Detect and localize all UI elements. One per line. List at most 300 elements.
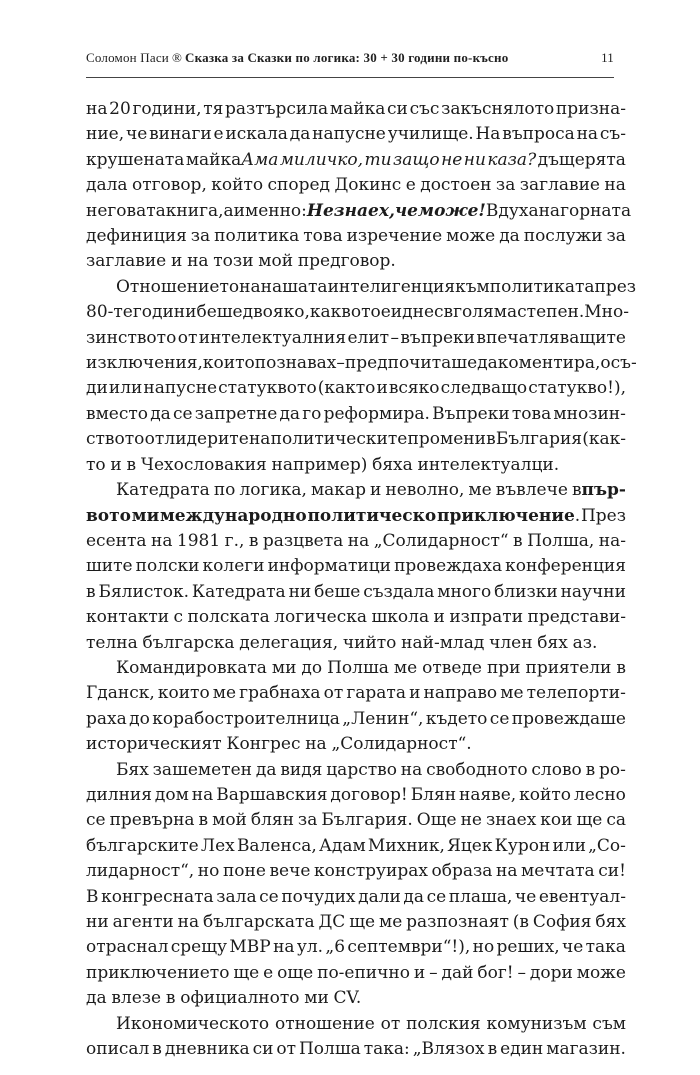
word	[281, 885, 355, 910]
text-line	[86, 986, 626, 1011]
word	[468, 478, 491, 503]
word	[152, 707, 340, 732]
word	[86, 961, 229, 986]
word	[582, 427, 626, 452]
word	[142, 631, 234, 656]
text-run: за	[606, 226, 626, 247]
word	[402, 300, 443, 325]
text-run: да	[86, 988, 107, 1009]
text-run: „Со-	[588, 835, 626, 856]
text-run: до	[129, 708, 150, 729]
text-run: призна-	[555, 99, 626, 119]
text-run: да	[403, 886, 425, 907]
text-run: неговата	[86, 200, 166, 221]
text-run: делегация,	[239, 632, 339, 653]
text-run: отговор,	[131, 175, 207, 196]
text-run: на	[496, 861, 518, 882]
word	[192, 580, 286, 605]
word	[409, 681, 420, 706]
word	[381, 300, 391, 325]
word	[496, 427, 582, 452]
word	[394, 554, 502, 579]
word	[86, 808, 106, 833]
text-run: царство	[326, 759, 397, 780]
word	[408, 427, 486, 452]
word	[453, 300, 517, 325]
word	[229, 935, 270, 960]
text-run: Михник,	[367, 835, 445, 856]
word	[86, 935, 168, 960]
word	[459, 783, 516, 808]
text-run: бог!	[477, 962, 514, 983]
text-run: в	[616, 657, 626, 678]
text-line	[86, 783, 626, 808]
text-run: на	[150, 530, 173, 551]
text-run: дъщерята	[537, 149, 626, 170]
text-run: от	[177, 327, 198, 348]
text-run: това	[303, 226, 343, 247]
word	[330, 783, 407, 808]
text-run: 80-те	[86, 302, 133, 323]
text-run: ще	[349, 912, 376, 932]
text-run: (както	[317, 378, 376, 399]
text-run: дали	[358, 886, 401, 907]
word	[116, 1012, 269, 1037]
text-run: в	[248, 530, 259, 551]
text-line	[86, 300, 629, 325]
text-run: се	[259, 886, 279, 907]
text-run: голяма	[453, 302, 518, 323]
word	[256, 758, 277, 783]
word	[216, 885, 256, 910]
text-run: Докинс	[334, 175, 402, 196]
text-run: дори	[529, 962, 573, 983]
text-run: разпознаят	[406, 912, 509, 932]
text-run: послужи	[523, 226, 603, 247]
text-run: зала	[216, 886, 257, 907]
word	[556, 97, 626, 122]
header-rule	[86, 77, 614, 78]
word	[280, 148, 363, 173]
text-run: плаша,	[448, 886, 513, 907]
word	[224, 199, 234, 224]
word	[195, 402, 277, 427]
word	[145, 427, 165, 452]
word	[327, 656, 389, 681]
text-run: беше	[314, 581, 361, 602]
word	[527, 529, 594, 554]
word	[203, 97, 223, 122]
text-run: чийто	[342, 632, 397, 653]
text-run: и	[376, 378, 388, 399]
word	[363, 580, 434, 605]
word	[109, 376, 142, 401]
word	[477, 351, 498, 376]
word	[225, 529, 245, 554]
text-run: през	[594, 276, 637, 297]
word	[178, 326, 198, 351]
running-head-author: Соломон Паси	[86, 50, 169, 65]
text-run: представи-	[527, 607, 626, 628]
word	[86, 580, 96, 605]
word	[461, 808, 482, 833]
text-run: училище.	[387, 124, 474, 145]
text-run: статуквото	[218, 378, 317, 399]
text-line	[86, 681, 626, 706]
text-run: комунизъм	[486, 1013, 587, 1034]
text-run: на	[177, 912, 200, 932]
text-run: дом	[154, 784, 189, 805]
word	[577, 122, 598, 147]
separator-mark: ®	[171, 50, 183, 65]
word	[387, 97, 408, 122]
word	[166, 986, 176, 1011]
word	[424, 681, 498, 706]
text-run: поне	[222, 861, 266, 882]
word	[413, 1037, 485, 1062]
styled-text: ми	[131, 505, 160, 526]
text-run: промени	[407, 429, 486, 450]
text-line	[86, 351, 637, 376]
text-run: раха	[86, 708, 127, 729]
word	[272, 656, 297, 681]
word	[486, 199, 499, 224]
text-run: в	[443, 302, 454, 323]
word	[346, 681, 406, 706]
word	[539, 199, 560, 224]
word	[441, 97, 554, 122]
text-run: МВР	[229, 937, 271, 958]
text-run: дефиниция	[86, 226, 187, 247]
text-run: така:	[363, 1039, 410, 1060]
text-run: от	[323, 683, 344, 704]
word	[290, 122, 311, 147]
word	[86, 351, 203, 376]
text-run: Блян	[410, 784, 457, 805]
word	[414, 961, 425, 986]
text-run: нашата	[260, 276, 328, 297]
word	[192, 783, 213, 808]
word	[317, 961, 410, 986]
text-run: агенти	[112, 912, 174, 932]
text-run: Катедрата	[191, 581, 286, 602]
word	[249, 427, 270, 452]
text-run: със	[409, 99, 440, 119]
text-line	[86, 97, 626, 122]
text-run: този	[213, 251, 254, 272]
word	[263, 961, 273, 986]
word	[334, 173, 401, 198]
word	[490, 707, 510, 732]
text-line	[86, 504, 626, 529]
word	[442, 961, 474, 986]
word	[136, 554, 200, 579]
text-run: евентуал-	[538, 886, 626, 907]
running-head-title: Сказка за Сказки по логика: 30 + 30 години по-късно	[185, 50, 509, 65]
text-run: напусне	[312, 124, 386, 145]
word	[401, 631, 484, 656]
text-run: кои	[540, 810, 573, 831]
text-run: години	[132, 302, 197, 323]
word	[132, 173, 207, 198]
text-run: София	[532, 912, 592, 932]
word	[364, 1037, 410, 1062]
styled-text: каза?	[487, 149, 537, 170]
text-run: е	[380, 302, 391, 323]
word	[391, 300, 402, 325]
text-run: например)	[271, 454, 368, 475]
word	[586, 758, 596, 783]
word	[279, 402, 300, 427]
word	[326, 758, 397, 783]
word	[426, 707, 488, 732]
word	[255, 351, 337, 376]
word	[334, 199, 395, 224]
text-run: въвлече	[495, 480, 568, 501]
word	[110, 453, 121, 478]
word	[268, 554, 391, 579]
word	[604, 173, 625, 198]
text-run: ди	[86, 378, 108, 399]
text-run: Яцек	[447, 835, 493, 856]
word	[203, 554, 265, 579]
text-run: зинството	[86, 327, 177, 348]
word	[223, 859, 266, 884]
word	[177, 529, 220, 554]
word	[537, 631, 568, 656]
word	[86, 1037, 149, 1062]
word	[437, 504, 580, 529]
text-run: най-млад	[401, 632, 485, 653]
word	[212, 808, 247, 833]
word	[348, 529, 369, 554]
word	[86, 605, 169, 630]
text-run: предпочиташе	[344, 353, 478, 374]
word	[116, 758, 149, 783]
text-run: искала	[225, 124, 288, 145]
word	[444, 300, 454, 325]
styled-text: международно	[159, 505, 307, 526]
text-run: –	[429, 962, 438, 983]
text-run: според	[267, 175, 331, 196]
text-line	[86, 631, 626, 656]
text-run: че	[514, 886, 537, 907]
text-run: Адам	[319, 835, 366, 856]
word	[475, 122, 500, 147]
word	[324, 681, 344, 706]
word	[588, 834, 626, 859]
word	[86, 376, 108, 401]
text-run: за	[190, 226, 211, 247]
text-run: тя	[203, 99, 224, 119]
word	[86, 885, 99, 910]
word	[403, 885, 424, 910]
text-run: научни	[560, 581, 626, 602]
word	[418, 453, 560, 478]
word	[86, 199, 166, 224]
text-run: на	[248, 429, 271, 450]
text-run: Икономическото	[116, 1013, 270, 1034]
word	[599, 758, 626, 783]
text-run: телна	[86, 632, 138, 653]
text-run: образа	[431, 861, 493, 882]
word	[324, 402, 430, 427]
word	[595, 275, 637, 300]
word	[86, 504, 131, 529]
word	[318, 910, 345, 935]
text-line	[86, 554, 626, 579]
text-run: в	[585, 759, 596, 780]
text-run: в	[486, 429, 496, 450]
text-run: реших,	[496, 937, 560, 958]
text-run: срещу	[170, 937, 228, 958]
word	[86, 402, 148, 427]
word	[298, 249, 396, 274]
word	[347, 326, 389, 351]
styled-text: може!	[417, 200, 486, 221]
text-line	[86, 885, 626, 910]
word	[521, 859, 595, 884]
word	[390, 326, 399, 351]
word	[86, 173, 128, 198]
text-run: почудих	[281, 886, 356, 907]
text-run: Курон	[494, 835, 551, 856]
text-run: на	[187, 251, 209, 272]
text-run: ми	[304, 988, 329, 1009]
text-run: бях	[595, 912, 626, 932]
word	[239, 681, 320, 706]
word	[98, 580, 189, 605]
word	[305, 732, 326, 757]
text-run: Валенса,	[236, 835, 317, 856]
word	[539, 885, 626, 910]
text-run: вече	[269, 861, 311, 882]
word	[116, 478, 210, 503]
word	[600, 122, 626, 147]
text-run: свободното	[426, 759, 528, 780]
word	[494, 580, 558, 605]
text-run: си	[252, 1039, 274, 1060]
word	[275, 1012, 375, 1037]
text-run: от	[144, 429, 165, 450]
word	[574, 783, 626, 808]
word	[150, 402, 171, 427]
text-run: да	[255, 759, 277, 780]
word	[126, 453, 136, 478]
word	[243, 300, 310, 325]
word	[226, 732, 300, 757]
word	[214, 478, 236, 503]
text-run: статукво!),	[528, 378, 626, 399]
word	[86, 224, 187, 249]
text-line	[86, 122, 626, 147]
text-line	[86, 1037, 626, 1062]
word	[500, 1037, 543, 1062]
text-run: Отношението	[116, 276, 240, 297]
word	[268, 173, 331, 198]
word	[86, 834, 199, 859]
text-run: макар	[310, 480, 366, 501]
text-run: ро-	[599, 759, 626, 780]
word	[349, 910, 375, 935]
word	[214, 224, 299, 249]
text-run: ще	[576, 810, 603, 831]
text-run: крушената	[86, 149, 185, 170]
word	[486, 808, 536, 833]
word	[600, 351, 636, 376]
text-run: ДС	[318, 912, 346, 932]
text-run: Мно-	[584, 302, 629, 323]
styled-text: вото	[86, 505, 132, 526]
word	[552, 834, 585, 859]
text-run: още	[277, 962, 314, 983]
word	[586, 935, 626, 960]
text-run: за	[495, 175, 516, 196]
text-run: ще	[233, 962, 260, 983]
text-run: е	[405, 175, 416, 196]
text-run: мой	[212, 810, 247, 831]
word	[171, 249, 182, 274]
text-run: достоен	[420, 175, 492, 196]
word	[86, 326, 176, 351]
word	[196, 300, 242, 325]
word	[173, 402, 193, 427]
text-run: на	[239, 276, 261, 297]
word	[312, 122, 386, 147]
text-run: на	[305, 734, 327, 755]
text-run: член	[489, 632, 533, 653]
text-run: телепорти-	[526, 683, 626, 704]
text-run: духа	[498, 200, 539, 221]
text-run: така	[585, 937, 626, 958]
word	[520, 173, 600, 198]
word	[464, 148, 486, 173]
word	[158, 681, 210, 706]
word	[155, 783, 189, 808]
word	[515, 885, 536, 910]
word	[86, 529, 147, 554]
word	[225, 97, 328, 122]
word	[143, 376, 217, 401]
text-run: (как-	[582, 429, 626, 450]
word	[301, 656, 322, 681]
text-run: осъ-	[600, 353, 637, 374]
text-run: ул.	[296, 937, 324, 958]
text-run: по	[213, 480, 236, 501]
word	[497, 935, 560, 960]
text-run: близки	[494, 581, 558, 602]
word	[151, 529, 172, 554]
text-run: CV.	[333, 988, 362, 1009]
word	[153, 758, 252, 783]
word	[160, 504, 307, 529]
word	[198, 859, 220, 884]
text-run: разтърсила	[225, 99, 329, 119]
word	[126, 122, 147, 147]
text-run: В	[485, 200, 499, 221]
text-run: ме	[468, 480, 492, 501]
word	[577, 961, 626, 986]
text-run: политиката	[489, 276, 595, 297]
word	[86, 249, 166, 274]
text-run: есента	[86, 530, 147, 551]
word	[572, 478, 626, 503]
word	[164, 427, 248, 452]
word	[606, 808, 626, 833]
text-run: се	[489, 708, 510, 729]
word	[530, 961, 573, 986]
word	[401, 758, 422, 783]
